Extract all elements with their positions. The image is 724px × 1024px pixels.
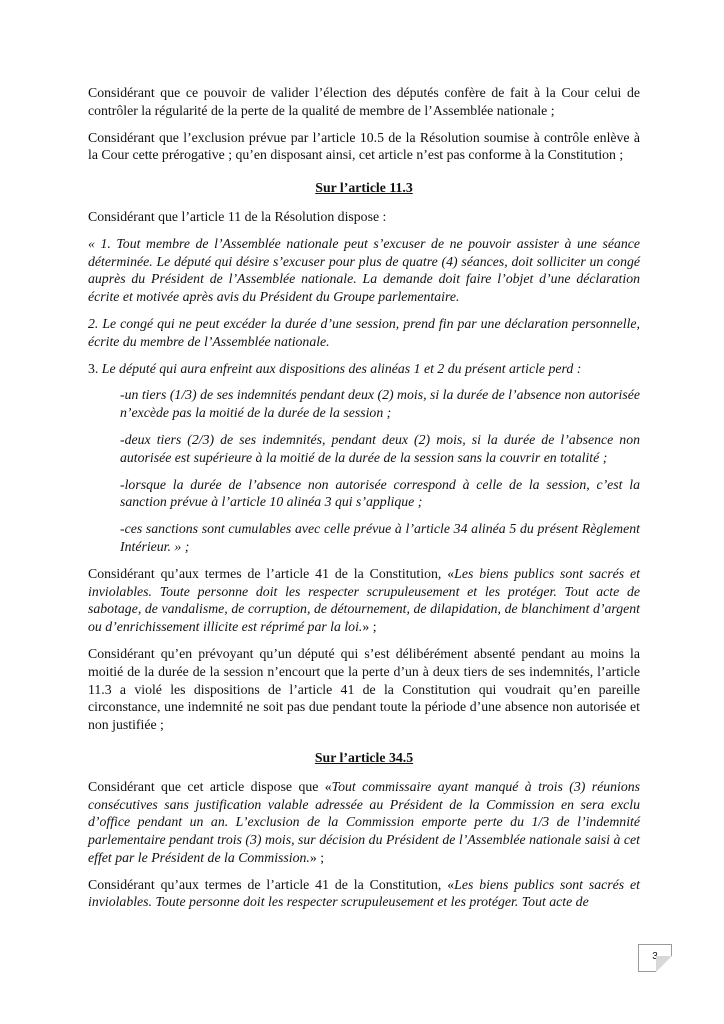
article-41-repeat-quote: Les biens publics sont sacrés et inviolables. Toute personne doit les respecter scrupuleusement et les protéger. Tout acte de	[88, 876, 640, 910]
article-34-5-lead: Considérant que cet article dispose que «	[88, 778, 332, 794]
sub-item-two-thirds: -deux tiers (2/3) de ses indemnités, pendant deux (2) mois, si la durée de l’absence non autorisée est supérieure à la moitié de la durée de la session sans la couvrir en totalité ;	[120, 431, 640, 465]
paragraph-conclusion-11-3: Considérant qu’en prévoyant qu’un député qui s’est délibérément absenté pendant au moins la moitié de la durée de la session n’encourt que la perte d’un à deux tiers de ses indemnités, l’article 11.3 a violé les dispositions de l’article 41 de la Constitution qui voudrait qu’en pareille circonstance, une indemnité ne soit pas due pendant toute la période d’une absence non autorisée et non justifiée ;	[88, 645, 640, 733]
article-41-quote: Les biens publics sont sacrés et inviolables. Toute personne doit les respecter scrupuleusement et les protéger. Tout acte de sabotage, de vandalisme, de corruption, de détournement, de dilapidation, de blanchiment d’argent ou d’enrichissement illicite est réprimé par la loi.	[88, 565, 640, 635]
paragraph-article-34-5	[88, 778, 640, 867]
paragraph-article-41-repeat	[88, 876, 640, 912]
paragraph-exclusion-10-5: Considérant que l’exclusion prévue par l’article 10.5 de la Résolution soumise à contrôle enlève à la Cour cette prérogative ; qu’en disposant ainsi, cet article n’est pas conforme à la Constitution ;	[88, 129, 640, 163]
quote-article-11-3-text: Le député qui aura enfreint aux dispositions des alinéas 1 et 2 du présent article perd :	[101, 360, 582, 376]
sub-item-full-session: -lorsque la durée de l’absence non autorisée correspond à celle de la session, c’est la sanction prévue à l’article 10 alinéa 3 qui s’applique ;	[120, 476, 640, 510]
page-number: 3	[638, 944, 672, 972]
article-34-5-quote: Tout commissaire ayant manqué à trois (3) réunions consécutives sans justification valable adressée au Président de la Commission en sera exclu d’office pendant un an. L’exclusion de la Commission emporte perte du 1/3 de l’indemnité parlementaire pendant trois (3) mois, sur décision du Président de l’Assemblée nationale saisi à cet effet par le Président de la Commission.	[88, 778, 640, 865]
quote-article-11-2: 2. Le congé qui ne peut excéder la durée d’une session, prend fin par une déclaration personnelle, écrite du membre de l’Assemblée nationale.	[88, 315, 640, 349]
article-41-tail: » ;	[362, 619, 377, 635]
paragraph-article-11-intro: Considérant que l’article 11 de la Résolution dispose :	[88, 208, 387, 224]
quote-article-11-3	[88, 360, 640, 378]
paragraph-validation-power: Considérant que ce pouvoir de valider l’élection des députés confère de fait à la Cour celui de contrôler la régularité de la perte de la qualité de membre de l’Assemblée nationale ;	[88, 85, 640, 118]
sub-item-one-third: -un tiers (1/3) de ses indemnités pendant deux (2) mois, si la durée de l’absence non autorisée n’excède pas la moitié de la durée de la session ;	[120, 387, 640, 421]
paragraph-article-41	[88, 565, 640, 636]
article-41-lead: Considérant qu’aux termes de l’article 41 de la Constitution, «	[88, 565, 455, 581]
document-page	[88, 84, 640, 920]
article-41-repeat-lead: Considérant qu’aux termes de l’article 41 de la Constitution, «	[88, 876, 455, 892]
heading-article-11-3: Sur l’article 11.3	[315, 180, 413, 196]
sub-item-cumulative: -ces sanctions sont cumulables avec celle prévue à l’article 34 alinéa 5 du présent Règlement Intérieur. » ;	[120, 521, 640, 554]
article-34-5-tail: » ;	[309, 849, 325, 865]
heading-article-34-5: Sur l’article 34.5	[314, 749, 414, 765]
quote-article-11-1: « 1. Tout membre de l’Assemblée nationale peut s’excuser de ne pouvoir assister à une séance déterminée. Le député qui désire s’excuser pour plus de quatre (4) séances, doit solliciter un congé auprès du Président de l’Assemblée nationale. La demande doit faire l’objet d’une déclaration écrite et motivée après avis du Président du Groupe parlementaire.	[88, 235, 640, 305]
quote-article-11-3-number: 3.	[88, 360, 102, 376]
